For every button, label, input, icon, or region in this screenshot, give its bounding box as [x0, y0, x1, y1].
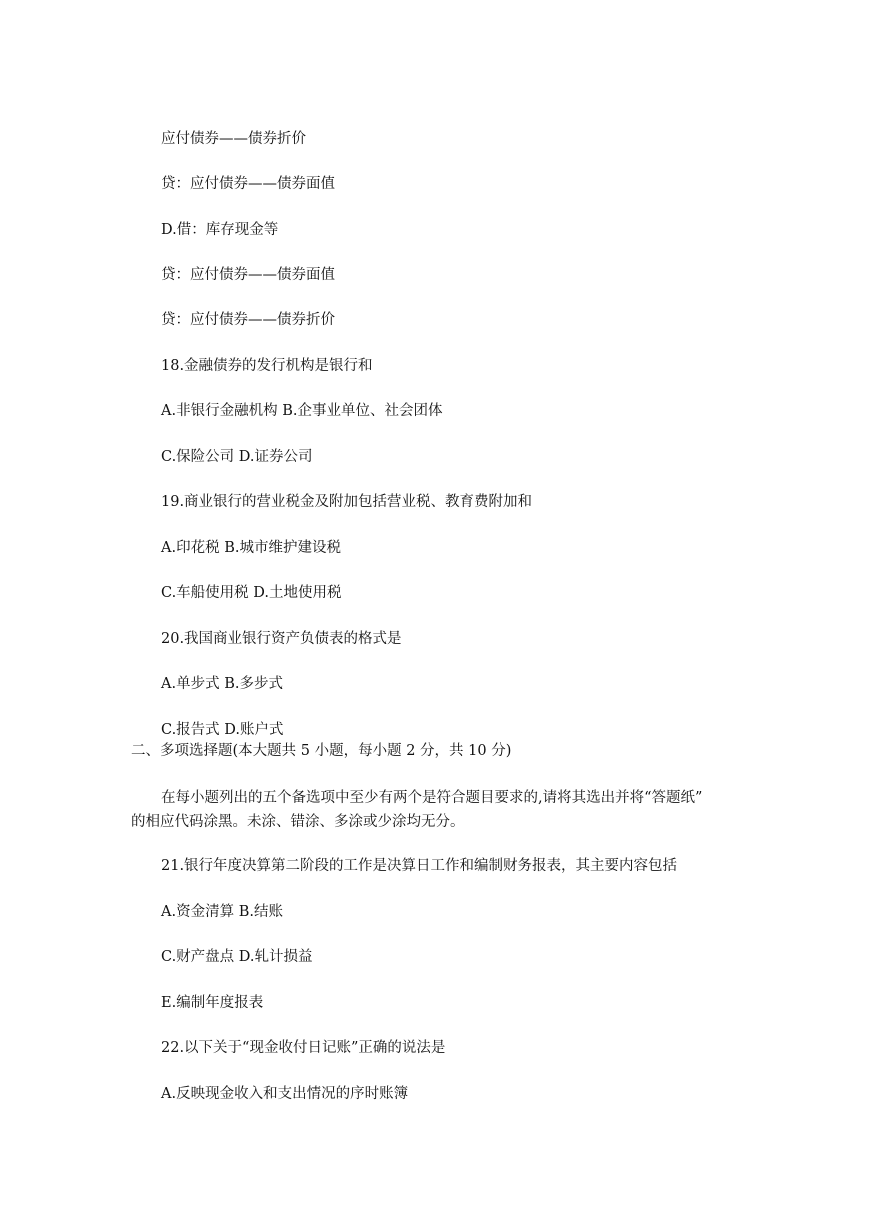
options-line: A.反映现金收入和支出情况的序时账簿 — [161, 1086, 409, 1102]
instruction-text: 的相应代码涂黑。未涂、错涂、多涂或少涂均无分。 — [131, 814, 465, 830]
options-line: E.编制年度报表 — [161, 995, 264, 1011]
entry-line: 贷：应付债券——债券折价 — [161, 312, 335, 328]
options-line: C.车船使用税 D.土地使用税 — [161, 585, 342, 601]
entry-line: 贷：应付债券——债券面值 — [161, 267, 335, 283]
question-19: 19.商业银行的营业税金及附加包括营业税、教育费附加和 — [161, 494, 533, 510]
options-line: A.资金清算 B.结账 — [161, 904, 283, 920]
section-heading: 二、多项选择题(本大题共 5 小题，每小题 2 分，共 10 分) — [131, 743, 512, 759]
entry-line: 贷：应付债券——债券面值 — [161, 176, 335, 192]
question-18: 18.金融债券的发行机构是银行和 — [161, 358, 373, 374]
option-line: D.借：库存现金等 — [161, 222, 279, 238]
instruction-text: 在每小题列出的五个备选项中至少有两个是符合题目要求的,请将其选出并将“答题纸” — [161, 790, 703, 806]
options-line: A.非银行金融机构 B.企事业单位、社会团体 — [161, 403, 443, 419]
question-22: 22.以下关于“现金收付日记账”正确的说法是 — [161, 1040, 446, 1056]
question-20: 20.我国商业银行资产负债表的格式是 — [161, 631, 402, 647]
options-line: A.单步式 B.多步式 — [161, 676, 283, 692]
options-line: A.印花税 B.城市维护建设税 — [161, 540, 341, 556]
question-21: 21.银行年度决算第二阶段的工作是决算日工作和编制财务报表，其主要内容包括 — [161, 858, 678, 874]
options-line: C.财产盘点 D.轧计损益 — [161, 949, 313, 965]
options-line: C.保险公司 D.证券公司 — [161, 449, 313, 465]
options-line: C.报告式 D.账户式 — [161, 722, 284, 738]
entry-line: 应付债券——债券折价 — [161, 131, 306, 147]
